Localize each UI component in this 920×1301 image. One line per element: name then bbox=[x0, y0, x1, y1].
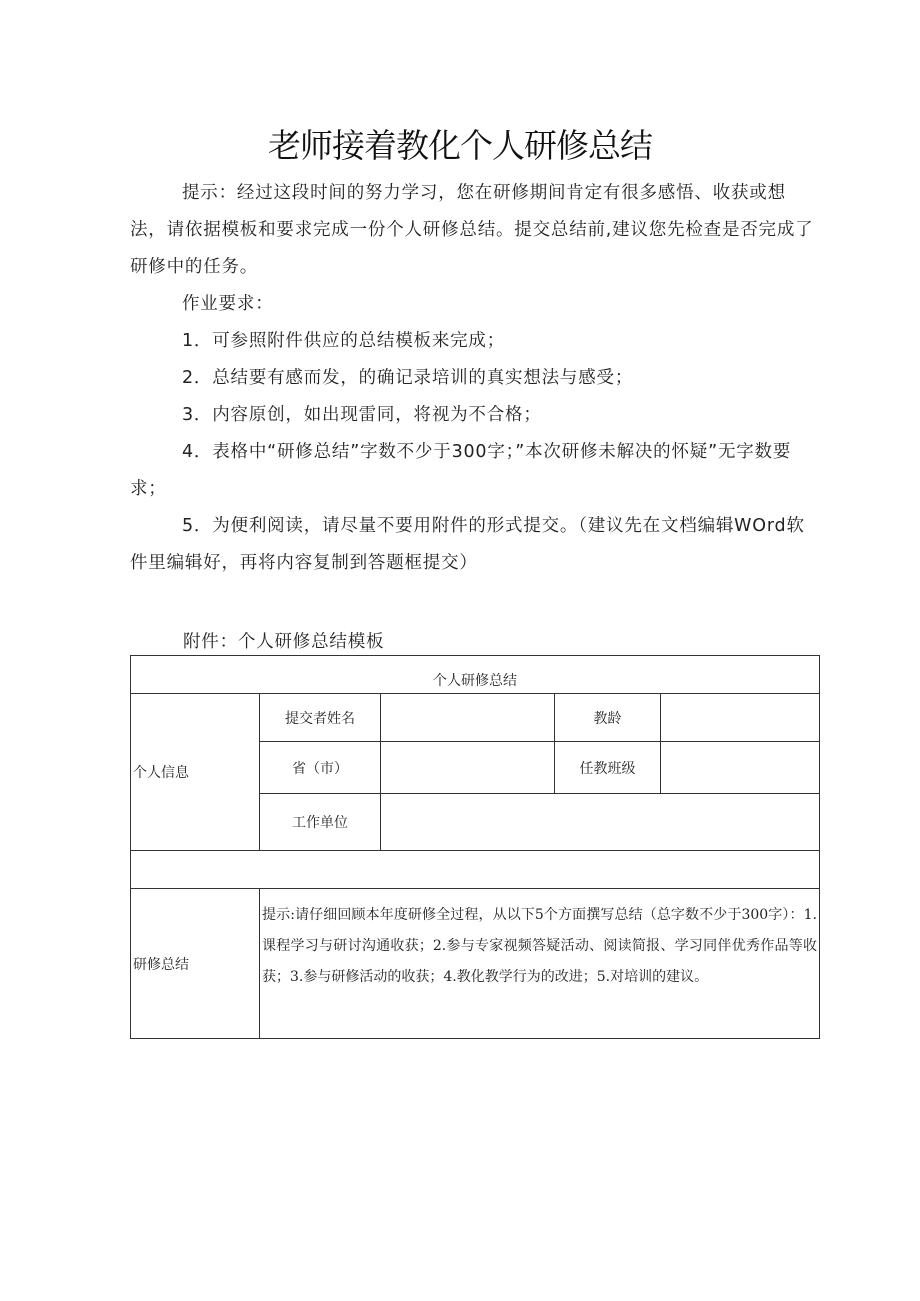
requirement-item-3: 3．内容原创，如出现雷同，将视为不合格； bbox=[182, 405, 542, 425]
summary-label: 研修总结 bbox=[131, 889, 260, 1039]
intro-paragraph: 提示：经过这段时间的努力学习，您在研修期间肯定有很多感悟、收获或想法，请依据模板和要求完成一份个人研修总结。提交总结前,建议您先检查是否完成了研修中的任务。 bbox=[130, 183, 814, 277]
requirement-item-4: 4．表格中“研修总结”字数不少于300字；”本次研修未解决的怀疑”无字数要求； bbox=[130, 442, 792, 499]
submitter-name-field[interactable] bbox=[381, 694, 555, 742]
workplace-field[interactable] bbox=[381, 794, 820, 851]
personal-info-label: 个人信息 bbox=[131, 694, 260, 851]
teaching-class-field[interactable] bbox=[661, 742, 820, 794]
province-field[interactable] bbox=[381, 742, 555, 794]
form-header: 个人研修总结 bbox=[131, 656, 820, 694]
summary-form-table bbox=[130, 655, 820, 1039]
requirement-item-5: 5．为便利阅读，请尽量不要用附件的形式提交。（建议先在文档编辑WOrd软件里编辑好，再将内容复制到答题框提交） bbox=[130, 516, 805, 573]
requirement-item-1: 1．可参照附件供应的总结模板来完成； bbox=[182, 331, 506, 351]
teaching-years-field[interactable] bbox=[661, 694, 820, 742]
submitter-name-label: 提交者姓名 bbox=[260, 694, 381, 742]
document-title: 老师接着教化个人研修总结 bbox=[268, 126, 652, 165]
attachment-label: 附件：个人研修总结模板 bbox=[183, 632, 385, 652]
requirements-heading: 作业要求： bbox=[182, 294, 274, 314]
teaching-years-label: 教龄 bbox=[555, 694, 661, 742]
teaching-class-label: 任教班级 bbox=[555, 742, 661, 794]
province-label: 省（市） bbox=[260, 742, 381, 794]
summary-hint-field[interactable]: 提示:请仔细回顾本年度研修全过程，从以下5个方面撰写总结（总字数不少于300字）：1.课程学习与研讨沟通收获；2.参与专家视频答疑活动、阅读简报、学习同伴优秀作品等收获；3.参与研修活动的收获；4.教化教学行为的改进；5.对培训的建议。 bbox=[260, 889, 820, 1039]
requirement-item-2: 2．总结要有感而发，的确记录培训的真实想法与感受； bbox=[182, 368, 634, 388]
workplace-label: 工作单位 bbox=[260, 794, 381, 851]
blank-row bbox=[131, 851, 820, 889]
